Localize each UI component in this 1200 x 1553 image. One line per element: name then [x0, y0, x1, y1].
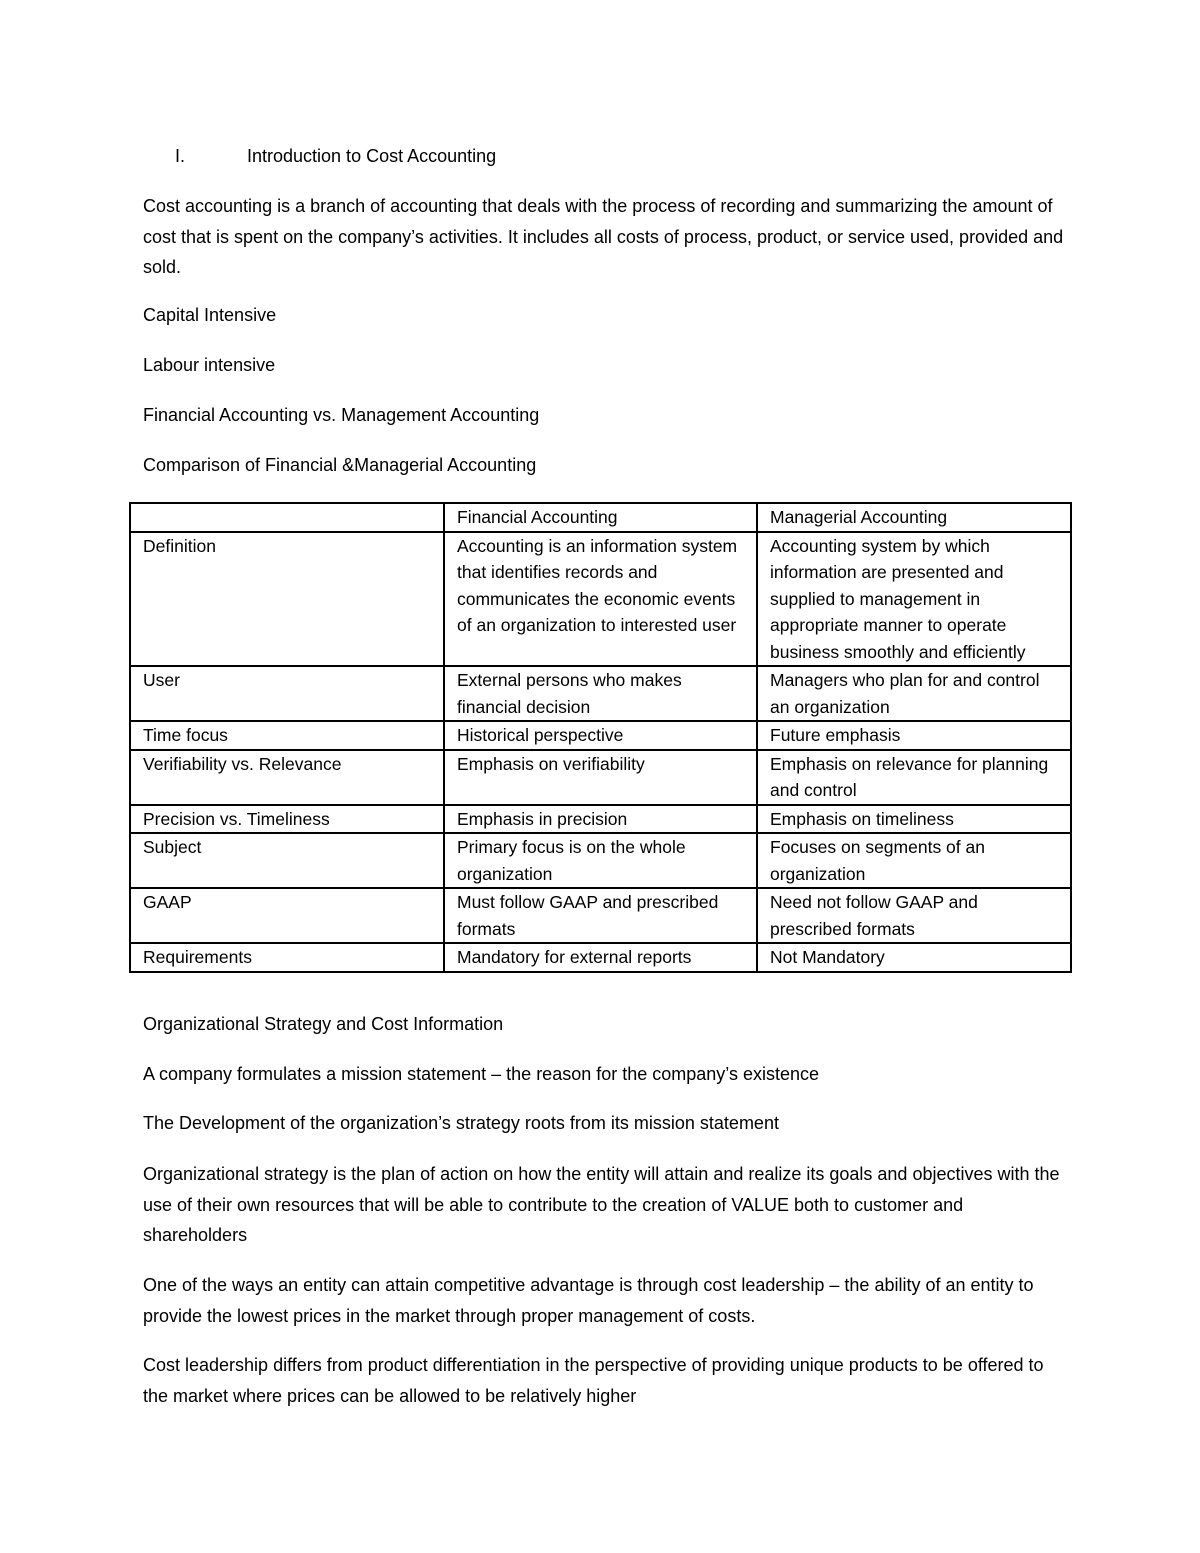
header-cell-financial: Financial Accounting [444, 503, 757, 532]
table-row [130, 721, 1071, 750]
comparison-title: Comparison of Financial &Managerial Accounting [143, 455, 537, 475]
financial-cell: External persons who makes financial decision [444, 666, 757, 721]
managerial-cell: Focuses on segments of an organization [757, 833, 1071, 888]
capital-intensive-line: Capital Intensive [143, 305, 277, 325]
managerial-cell: Need not follow GAAP and prescribed formats [757, 888, 1071, 943]
section-number: I. [175, 146, 186, 166]
table-row [130, 833, 1071, 888]
labour-intensive-line: Labour intensive [143, 355, 276, 375]
differentiation-paragraph: Cost leadership differs from product differentiation in the perspective of providing unique products to be offered to the market where prices can be allowed to be relatively higher [143, 1355, 1044, 1406]
table-row [130, 888, 1071, 943]
row-label: Requirements [130, 943, 444, 972]
strategy-title: Organizational Strategy and Cost Information [143, 1014, 504, 1034]
managerial-cell: Not Mandatory [757, 943, 1071, 972]
row-label: Subject [130, 833, 444, 888]
mission-statement-line: A company formulates a mission statement – the reason for the company’s existence [143, 1064, 820, 1084]
header-cell-empty [130, 503, 444, 532]
row-label: User [130, 666, 444, 721]
cost-leadership-paragraph: One of the ways an entity can attain competitive advantage is through cost leadership – the ability of an entity to provide the lowest prices in the market through proper management of costs. [143, 1275, 1034, 1326]
financial-cell: Mandatory for external reports [444, 943, 757, 972]
table-header-row [130, 503, 1071, 532]
row-label: Verifiability vs. Relevance [130, 750, 444, 805]
table-row [130, 532, 1071, 667]
section-heading [175, 143, 496, 169]
financial-cell: Emphasis in precision [444, 805, 757, 834]
row-label: Time focus [130, 721, 444, 750]
table-row [130, 750, 1071, 805]
managerial-cell: Managers who plan for and control an organization [757, 666, 1071, 721]
managerial-cell: Future emphasis [757, 721, 1071, 750]
financial-cell: Primary focus is on the whole organization [444, 833, 757, 888]
row-label: Precision vs. Timeliness [130, 805, 444, 834]
intro-paragraph: Cost accounting is a branch of accounting that deals with the process of recording and summarizing the amount of cost that is spent on the company’s activities. It includes all costs of process, product, or service used, provided and sold. [143, 196, 1064, 277]
section-title: Introduction to Cost Accounting [247, 146, 497, 166]
financial-cell: Accounting is an information system that identifies records and communicates the economic events of an organization to interested user [444, 532, 757, 667]
table-row [130, 666, 1071, 721]
table-row [130, 805, 1071, 834]
financial-cell: Emphasis on verifiability [444, 750, 757, 805]
row-label: GAAP [130, 888, 444, 943]
financial-cell: Historical perspective [444, 721, 757, 750]
managerial-cell: Emphasis on relevance for planning and control [757, 750, 1071, 805]
header-cell-managerial: Managerial Accounting [757, 503, 1071, 532]
financial-cell: Must follow GAAP and prescribed formats [444, 888, 757, 943]
strategy-development-line: The Development of the organization’s strategy roots from its mission statement [143, 1113, 779, 1133]
strategy-definition-paragraph: Organizational strategy is the plan of action on how the entity will attain and realize its goals and objectives with the use of their own resources that will be able to contribute to the creation of VALUE both to customer and shareholders [143, 1164, 1060, 1245]
table-row [130, 943, 1071, 972]
managerial-cell: Emphasis on timeliness [757, 805, 1071, 834]
managerial-cell: Accounting system by which information are presented and supplied to management in appropriate manner to operate business smoothly and efficiently [757, 532, 1071, 667]
row-label: Definition [130, 532, 444, 667]
fin-vs-mgmt-line: Financial Accounting vs. Management Accounting [143, 405, 540, 425]
comparison-table [129, 502, 1072, 973]
